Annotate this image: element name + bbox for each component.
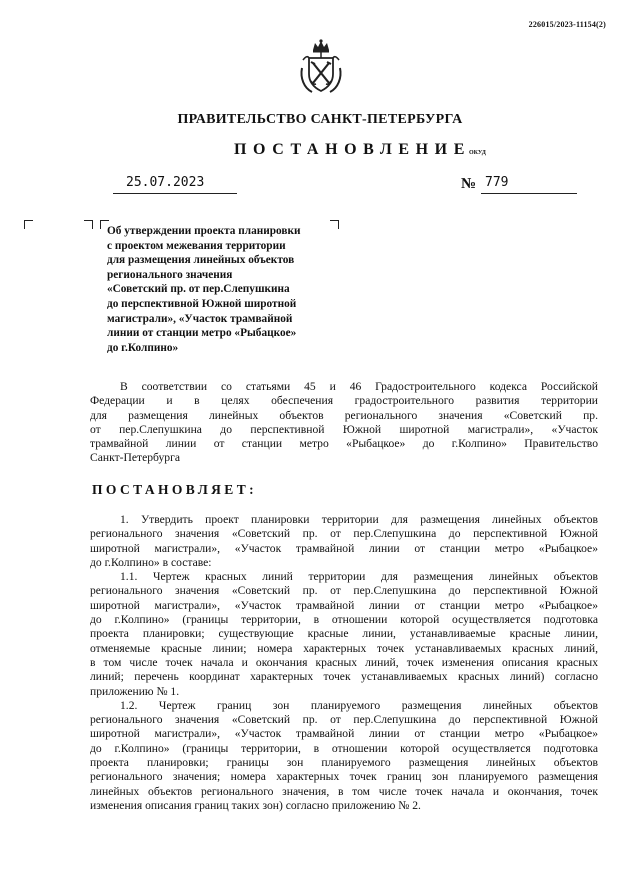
preamble-line: от пер.Слепушкина до перспективной Южной широтной магистрали», «Участок <box>90 422 598 436</box>
preamble-line: для размещения линейных объектов регионального значения «Советский пр. <box>90 408 598 422</box>
item-1-line: широтной магистрали», «Участок трамвайной линии от станции метро «Рыбацкое» <box>90 541 598 555</box>
registration-number: 226015/2023-11154(2) <box>528 20 606 29</box>
document-date: 25.07.2023 <box>126 175 205 190</box>
preamble-paragraph <box>90 380 598 466</box>
subject-line: линии от станции метро «Рыбацкое» <box>107 327 297 340</box>
resolution-items <box>90 513 598 813</box>
item-1-1-line: отменяемые красные линии; номера характерных точек устанавливаемых красных линий, <box>90 641 598 655</box>
item-1-2-line: широтной магистрали», «Участок трамвайной линии от станции метро «Рыбацкое» <box>90 727 598 741</box>
item-1-1-line: широтной магистрали», «Участок трамвайной линии от станции метро «Рыбацкое» <box>90 598 598 612</box>
item-1-1-line: в том числе точек начала и окончания красных линий, точек изменения описания красных <box>90 655 598 669</box>
resolves-heading: ПОСТАНОВЛЯЕТ: <box>92 482 258 497</box>
subject-line: до г.Колпино» <box>107 341 179 354</box>
number-sign: № <box>461 176 477 192</box>
subject-line: магистрали», «Участок трамвайной <box>107 312 293 325</box>
corner-mark-left <box>24 220 33 229</box>
item-1-line: до г.Колпино» в составе: <box>90 555 212 569</box>
preamble-line: Федерации и в целях обеспечения градостроительного развития территории <box>90 394 598 408</box>
subject-line: регионального значения <box>107 268 233 281</box>
item-1-1-line: линий; перечень координат характерных точек устанавливаемых красных линий) согласно <box>90 670 598 684</box>
document-type-heading: ПОСТАНОВЛЕНИЕ <box>234 141 471 158</box>
preamble-line: Санкт-Петербурга <box>90 451 180 465</box>
saint-petersburg-coat-of-arms-icon <box>298 38 344 94</box>
subject-line: Об утверждении проекта планировки <box>107 225 301 237</box>
item-1-2-line: проекта планировки; границы зон планируемого размещения линейных объектов <box>90 756 598 770</box>
item-1-2-line: регионального значения «Советский пр. от пер.Слепушкина до перспективной Южной <box>90 713 598 727</box>
preamble-line: В соответствии со статьями 45 и 46 Градостроительного кодекса Российской <box>120 380 598 393</box>
item-1-1-line: проекта планировки; существующие красные линии, устанавливаемые красные линии, <box>90 627 598 641</box>
item-1-2-line: линейных объектов регионального значения, в том числе точек начала и окончания, точек <box>90 784 598 798</box>
subject-line: «Советский пр. от пер.Слепушкина <box>107 283 290 296</box>
item-1-line: 1. Утвердить проект планировки территории для размещения линейных объектов <box>120 513 598 526</box>
government-name: ПРАВИТЕЛЬСТВО САНКТ-ПЕТЕРБУРГА <box>177 112 463 127</box>
item-1-1-line: регионального значения «Советский пр. от пер.Слепушкина до перспективной Южной <box>90 584 598 598</box>
document-subject <box>107 224 339 355</box>
item-1-line: регионального значения «Советский пр. от пер.Слепушкина до перспективной Южной <box>90 527 598 541</box>
subject-line: с проектом межевания территории <box>107 239 286 252</box>
okud-label: ОКУД <box>469 150 486 156</box>
subject-line: для размещения линейных объектов <box>107 254 295 267</box>
date-field <box>113 174 237 194</box>
item-1-2-line: регионального значения; номера характерных точек границ зон планируемого размещения <box>90 770 598 784</box>
item-1-1-line: 1.1. Чертеж красных линий территории для размещения линейных объектов <box>120 570 598 584</box>
item-1-1-line: приложению № 1. <box>90 684 180 698</box>
corner-mark-inner-right <box>84 220 93 229</box>
number-field <box>481 174 577 194</box>
item-1-2-line: 1.2. Чертеж границ зон планируемого размещения линейных объектов <box>120 698 598 712</box>
document-number: 779 <box>485 175 509 190</box>
preamble-line: трамвайной линии от станции метро «Рыбацкое» до г.Колпино» Правительство <box>90 437 598 451</box>
subject-line: до перспективной Южной широтной <box>107 297 297 310</box>
item-1-2-line: изменения описания границ таких зон) согласно приложению № 2. <box>90 798 421 812</box>
item-1-1-line: до г.Колпино» (границы территории, в отношении которой осуществляется подготовка <box>90 613 598 627</box>
item-1-2-line: до г.Колпино» (границы территории, в отношении которой осуществляется подготовка <box>90 741 598 755</box>
